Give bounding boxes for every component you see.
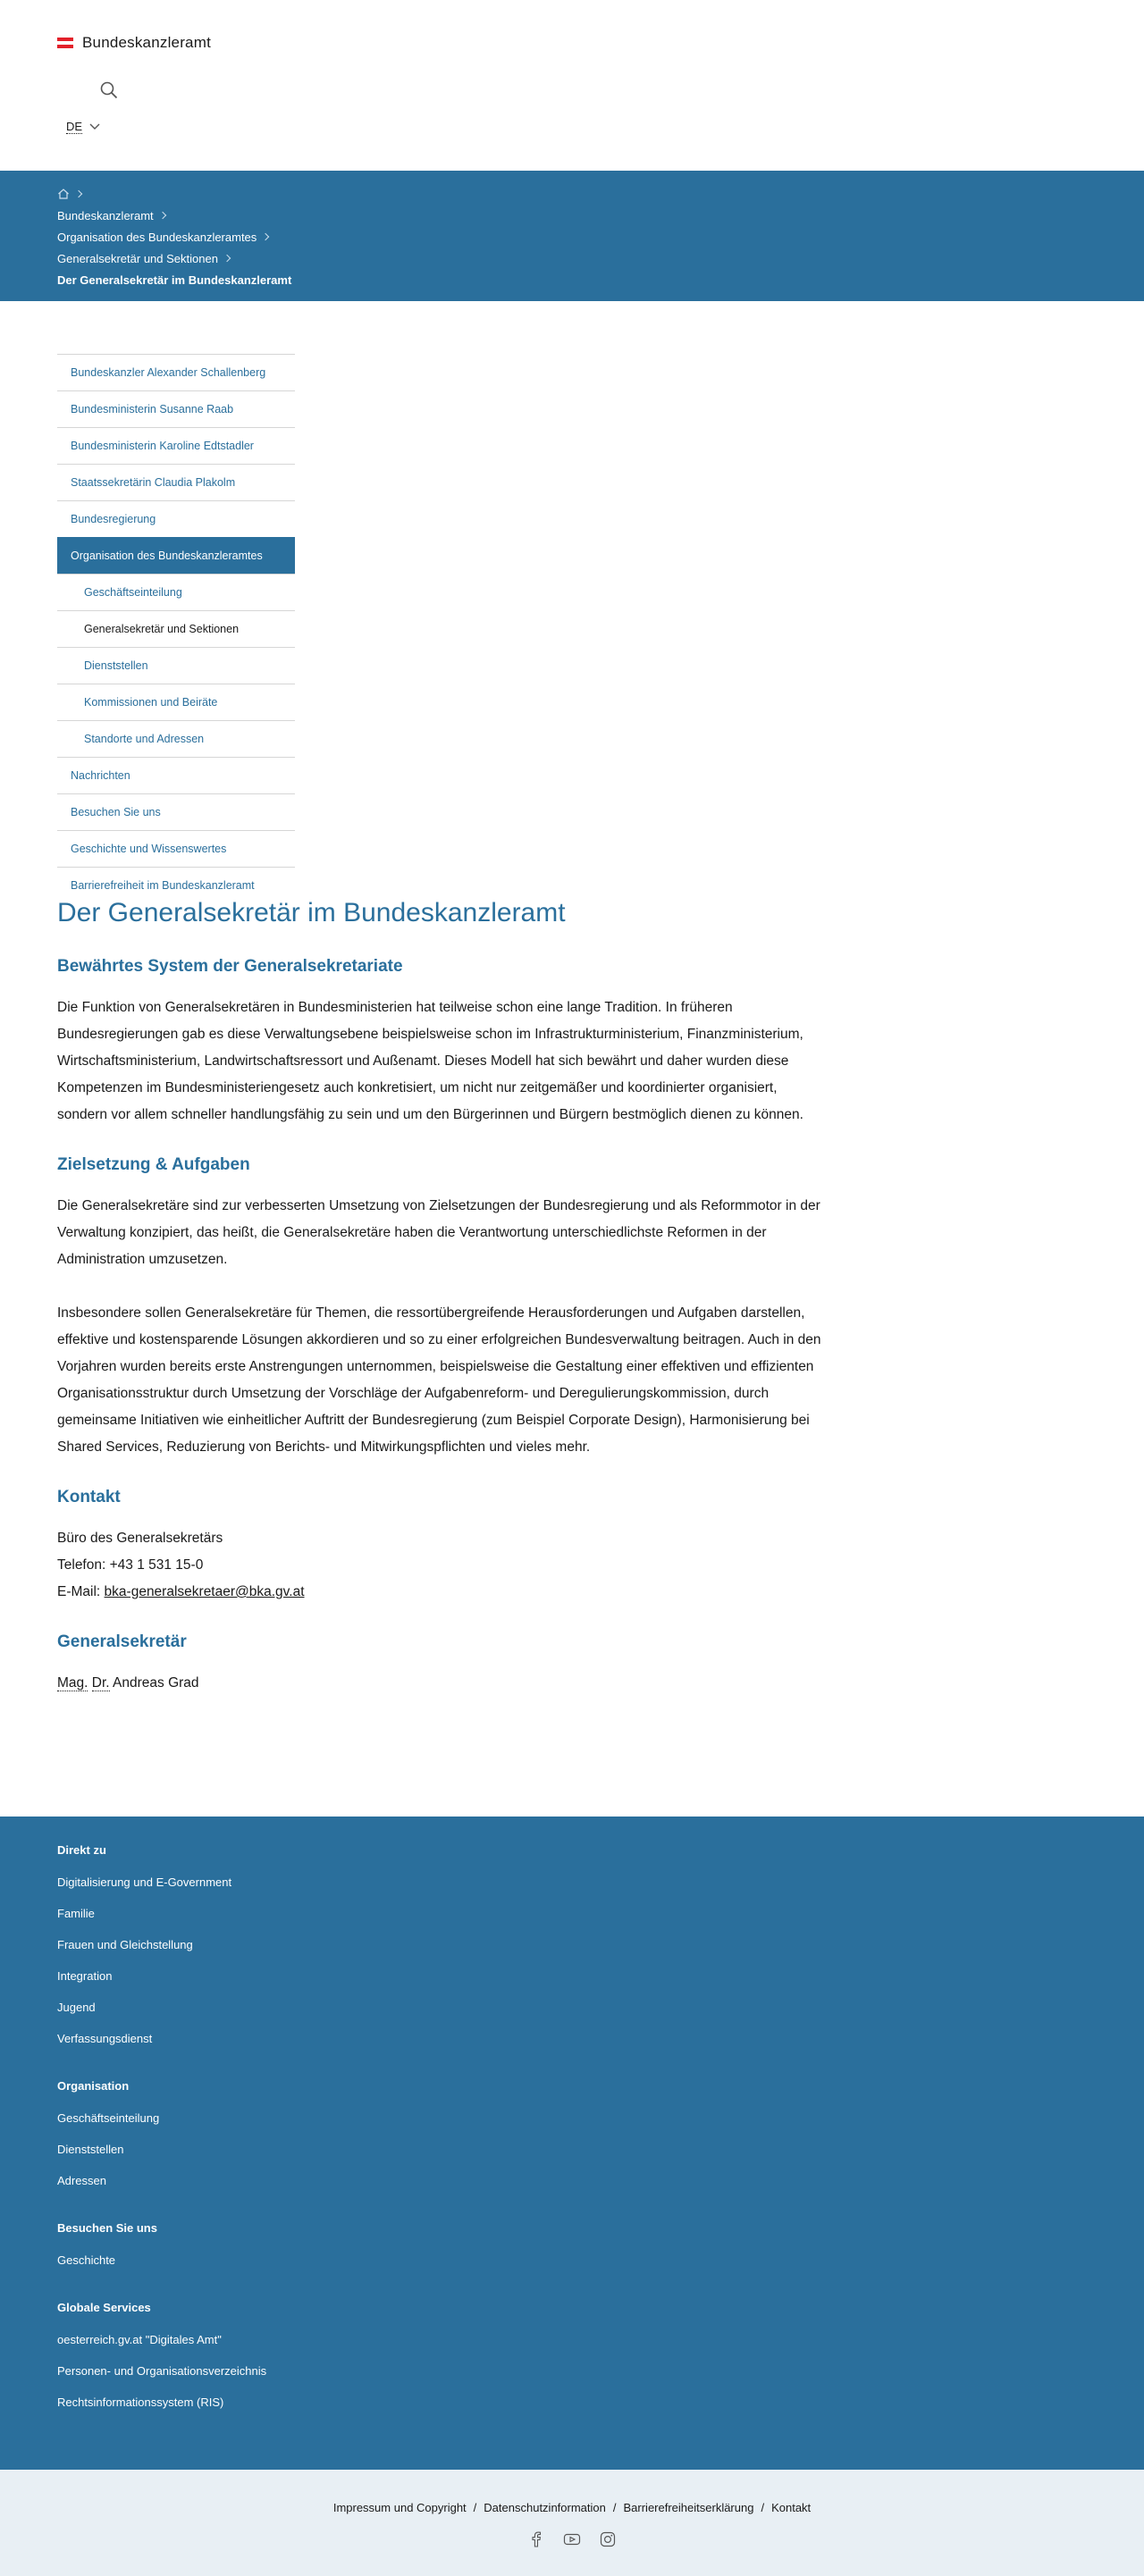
paragraph: Die Generalsekretäre sind zur verbesserten Umsetzung von Zielsetzungen der Bundesregierung und als Reformmotor in der Verwaltung konzipiert, das heißt, die Generalsekretäre haben die Verantwortung unterschiedlichste Reformen in der Administration umzusetzen. [57,1198,820,1267]
footer-heading: Organisation [57,2079,130,2093]
footer-heading: Direkt zu [57,1843,106,1857]
footer-link[interactable]: Digitalisierung und E-Government [57,1875,232,1889]
nav-subitem-dienststellen[interactable]: Dienststellen [57,647,295,684]
footer-link[interactable]: Geschäftseinteilung [57,2111,160,2125]
contact-office: Büro des Generalsekretärs [57,1531,223,1546]
kontakt-link[interactable]: Kontakt [771,2501,812,2514]
breadcrumb-item[interactable] [57,248,1144,269]
breadcrumb-current: Der Generalsekretär im Bundeskanzleramt [57,273,292,287]
datenschutz-link[interactable]: Datenschutzinformation [484,2501,606,2514]
social-links [527,2530,617,2553]
nav-item-nachrichten[interactable]: Nachrichten [57,757,295,793]
instagram-link[interactable] [599,2530,617,2553]
breadcrumb-home[interactable] [57,183,1144,205]
nav-item-plakolm[interactable]: Staatssekretärin Claudia Plakolm [57,464,295,500]
site-footer [0,1817,1144,2470]
footer-link[interactable]: Familie [57,1907,95,1920]
nav-item-barrierefreiheit[interactable]: Barrierefreiheit im Bundeskanzleramt [57,867,295,903]
section-heading: Zielsetzung & Aufgaben [57,1155,250,1174]
footer-link[interactable]: Dienststellen [57,2143,124,2156]
footer-link[interactable]: Personen- und Organisationsverzeichnis [57,2364,267,2378]
youtube-icon [563,2530,581,2548]
divider: / [761,2501,765,2514]
footer-group-direkt [57,1843,1144,2063]
breadcrumb-label: Generalsekretär und Sektionen [57,251,218,265]
nav-subitem-kommissionen[interactable]: Kommissionen und Beiräte [57,684,295,720]
nav-item-raab[interactable]: Bundesministerin Susanne Raab [57,390,295,427]
site-header [0,0,1144,171]
footer-link[interactable]: Adressen [57,2174,106,2187]
chevron-right-icon [75,190,82,197]
breadcrumb-item[interactable] [57,226,1144,248]
footer-link[interactable]: Jugend [57,2001,96,2014]
footer-group-organisation [57,2079,1144,2205]
search-icon [98,80,120,101]
facebook-icon [527,2530,545,2548]
austria-flag-icon [57,38,73,48]
contact-email-label: E-Mail: [57,1584,105,1599]
nav-subitem-geschaeftseinteilung[interactable]: Geschäftseinteilung [57,574,295,610]
language-code: DE [66,120,83,133]
nav-subitem-standorte[interactable]: Standorte und Adressen [57,720,295,757]
facebook-link[interactable] [527,2530,545,2553]
academic-title: Dr. [91,1675,110,1691]
page-title: Der Generalsekretär im Bundeskanzleramt [57,898,566,927]
footer-link[interactable]: Rechtsinformationssystem (RIS) [57,2396,224,2409]
footer-link[interactable]: Verfassungsdienst [57,2032,153,2045]
brand-name: Bundeskanzleramt [82,34,211,51]
breadcrumb [0,171,1144,301]
brand-logo-link[interactable] [57,34,211,52]
footer-link[interactable]: Geschichte [57,2253,116,2267]
contact-block [57,1525,826,1606]
divider: / [612,2501,617,2514]
nav-item-besuchen[interactable]: Besuchen Sie uns [57,793,295,830]
divider: / [473,2501,477,2514]
instagram-icon [599,2530,617,2548]
home-icon [57,188,70,200]
section-heading: Kontakt [57,1488,121,1506]
nav-item-organisation[interactable]: Organisation des Bundeskanzleramtes [57,537,295,574]
contact-phone: Telefon: +43 1 531 15-0 [57,1557,204,1573]
impressum-link[interactable]: Impressum und Copyright [332,2501,467,2514]
chevron-down-icon [89,123,100,130]
search-button[interactable] [98,80,120,101]
section-heading: Generalsekretär [57,1632,187,1651]
main-content [57,898,826,1724]
barrierefreiheit-link[interactable]: Barrierefreiheitserklärung [623,2501,754,2514]
nav-item-bundesregierung[interactable]: Bundesregierung [57,500,295,537]
footer-link[interactable]: Integration [57,1969,113,1983]
paragraph: Die Funktion von Generalsekretären in Bundesministerien hat teilweise schon eine lange Tradition. In früheren Bundesregierungen gab es diese Verwaltungsebene beispielsweise schon im Infrastrukturministerium, Finanzministerium, Wirtschaftsministerium, Landwirtschaftsressort und Außenamt. Dieses Modell hat sich bewährt und daher wurden diese Kompetenzen im Bundesministeriengesetz auch konkretisiert, um nicht nur zeitgemäßer und koordinierter organisiert, sondern vor allem schneller handlungsfähig zu sein und um den Bürgerinnen und Bürgern bestmöglich dienen zu können. [57,1000,803,1122]
footer-bottom-bar [0,2470,1144,2576]
person-name: Andreas Grad [113,1675,199,1691]
footer-group-services [57,2301,1144,2427]
section-navigation [57,354,295,903]
chevron-right-icon [262,233,269,240]
breadcrumb-label: Organisation des Bundeskanzleramtes [57,230,257,244]
youtube-link[interactable] [563,2530,581,2553]
contact-email-link[interactable]: bka-generalsekretaer@bka.gv.at [104,1584,305,1599]
contact-email-line [57,1579,826,1606]
nav-item-geschichte[interactable]: Geschichte und Wissenswertes [57,830,295,867]
nav-subitem-generalsekretaer[interactable]: Generalsekretär und Sektionen [57,610,295,647]
breadcrumb-label: Bundeskanzleramt [57,208,154,222]
breadcrumb-item[interactable] [57,205,1144,226]
legal-links [0,2501,1144,2514]
academic-title: Mag. [57,1675,88,1691]
footer-group-besuchen [57,2221,1144,2285]
footer-heading: Globale Services [57,2301,151,2314]
footer-link[interactable]: oesterreich.gv.at "Digitales Amt" [57,2333,222,2346]
footer-heading: Besuchen Sie uns [57,2221,157,2235]
paragraph: Insbesondere sollen Generalsekretäre für Themen, die ressortübergreifende Herausforderungen und Aufgaben darstellen, effektive und kostensparende Lösungen akkordieren und so zu einer erfolgreichen Bundesverwaltung beitragen. Auch in den Vorjahren wurden bereits erste Anstrengungen unternommen, beispielsweise die Gestaltung einer effektiven und effizienten Organisationsstruktur durch Umsetzung der Vorschläge der Aufgabenreform- und Deregulierungskommission, durch gemeinsame Initiativen wie einheitlicher Auftritt der Bundesregierung (zum Beispiel Corporate Design), Harmonisierung bei Shared Services, Reduzierung von Berichts- und Mitwirkungspflichten und vieles mehr. [57,1305,821,1455]
generalsekretaer-name [57,1670,826,1697]
chevron-right-icon [223,255,231,262]
chevron-right-icon [158,212,165,219]
language-switcher[interactable] [66,120,100,134]
nav-item-edtstadler[interactable]: Bundesministerin Karoline Edtstadler [57,427,295,464]
nav-item-bundeskanzler[interactable]: Bundeskanzler Alexander Schallenberg [57,354,295,390]
section-heading: Bewährtes System der Generalsekretariate [57,957,403,976]
footer-link[interactable]: Frauen und Gleichstellung [57,1938,193,1951]
